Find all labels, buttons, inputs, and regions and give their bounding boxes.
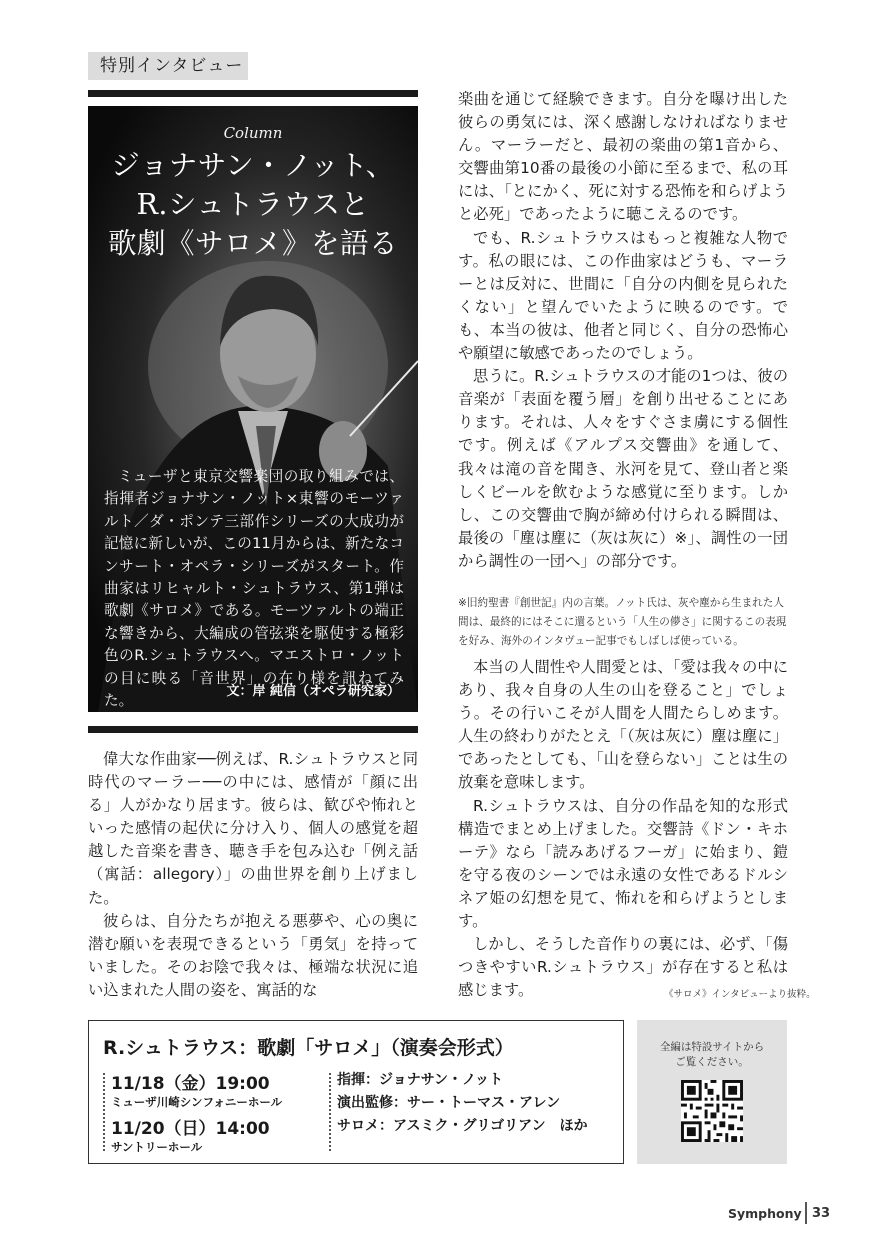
qr-code-icon[interactable] bbox=[681, 1080, 743, 1142]
credit-line: 指揮：ジョナサン・ノット bbox=[337, 1072, 504, 1088]
dotted-divider bbox=[329, 1073, 331, 1151]
paragraph: しかし、そうした音作りの裏には、必ず、「傷つきやすいR.シュトラウス」が存在すると私は感じます。 bbox=[458, 935, 788, 1000]
paragraph: 思うに。R.シュトラウスの才能の1つは、彼の音楽が「表面を覆う層」を創り出せることにあります。それは、人々をすぐさま虜にする個性です。例えば《アルプス交響曲》を通して、我々は滝の音を聞き、氷河を見て、登山者と楽しくビールを飲むような感覚に至ります。しかし、この交響曲で胸が締め付けられる瞬間は、最後の「塵は塵に（灰は灰に）※」、調性の一団から調性の一団へ」の部分です。 bbox=[458, 367, 788, 570]
feature-title-line: R.シュトラウスと bbox=[136, 188, 370, 221]
paragraph: 楽曲を通じて経験できます。自分を曝け出した彼らの勇気には、深く感謝しなければなりません。マーラーだと、最初の楽曲の第1音から、交響曲第10番の最後の小節に至るまで、私の耳には、「とにかく、死に対する恐怖を和らげようと必死」であったように聴こえるのです。 bbox=[458, 90, 788, 224]
right-column-bottom bbox=[458, 656, 788, 1002]
feature-panel bbox=[88, 106, 418, 712]
credits bbox=[337, 1069, 622, 1138]
page-number: 33 bbox=[812, 1206, 831, 1221]
credit-line: 演出監修：サー・トーマス・アレン bbox=[337, 1095, 561, 1111]
paragraph: 偉大な作曲家──例えば、R.シュトラウスと同時代のマーラー──の中には、感情が「顔に出る」人がかなり居ます。彼らは、歓びや怖れといった感情の起伏に分け入り、個人の感覚を超越した音楽を書き、聴き手を包み込む「例え話（寓話：allegory）」の曲世界を創り上げました。 bbox=[88, 750, 418, 907]
feature-title bbox=[88, 146, 418, 263]
paragraph: でも、R.シュトラウスはもっと複雑な人物です。私の眼には、この作曲家はどうも、マーラーとは反対に、世間に「自分の内側を見られたくない」と望んでいたように映るのです。でも、本当の彼は、他者と同じく、自分の恐怖心や願望に敏感であったのでしょう。 bbox=[458, 228, 788, 363]
footer-separator bbox=[805, 1202, 807, 1224]
paragraph: R.シュトラウスは、自分の作品を知的な形式構造でまとめ上げました。交響詩《ドン・キホーテ》なら「読みあげるフーガ」に始まり、鎧を守る夜のシーンでは永遠の女性であるドルシネア姫の幻想を見て、怖れを和らげようとします。 bbox=[458, 796, 788, 931]
feature-title-line: ジョナサン・ノット、 bbox=[111, 149, 395, 182]
column-label: Column bbox=[223, 124, 283, 142]
mid-rule bbox=[88, 726, 418, 733]
left-column bbox=[88, 748, 418, 1002]
qr-caption-line: ご覧ください。 bbox=[675, 1056, 749, 1068]
qr-caption bbox=[637, 1040, 787, 1070]
concert-title: R.シュトラウス：歌劇「サロメ」（演奏会形式） bbox=[103, 1037, 514, 1059]
magazine-name: Symphony bbox=[728, 1206, 802, 1221]
performance-date: 11/18（金）19:00 bbox=[111, 1074, 270, 1094]
concert-info-box bbox=[88, 1020, 624, 1164]
source-note: 《サロメ》インタビューより抜粋。 bbox=[664, 989, 816, 1000]
top-rule bbox=[88, 90, 418, 97]
byline: 文：岸 純信（オペラ研究家） bbox=[226, 684, 400, 699]
qr-caption-line: 全編は特設サイトから bbox=[659, 1041, 765, 1053]
qr-panel bbox=[637, 1020, 787, 1164]
paragraph: 彼らは、自分たちが抱える悪夢や、心の奥に潜む願いを表現できるという「勇気」を持っていました。そのお陰で我々は、極端な状況に追い込まれた人間の姿を、寓話的な bbox=[88, 911, 418, 999]
paragraph: 本当の人間性や人間愛とは、「愛は我々の中にあり、我々自身の人生の山を登ること」でしょう。その行いこそが人間を人間たらしめます。人生の終わりがたとえ「（灰は灰に）塵は塵に」であったとしても、「山を登らない」ことは生の放棄を意味します。 bbox=[458, 658, 788, 792]
feature-intro: ミューザと東京交響楽団の取り組みでは、指揮者ジョナサン・ノット×東響のモーツァルト／ダ・ポンテ三部作シリーズの大成功が記憶に新しいが、この11月からは、新たなコンサート・オペラ・シリーズがスタート。作曲家はリヒャルト・シュトラウス、第1弾は歌劇《サロメ》である。モーツァルトの端正な響きから、大編成の管弦楽を駆使する極彩色のR.シュトラウスへ。マエストロ・ノットの目に映る「音世界」の在り様を訊ねてみた。 bbox=[104, 468, 404, 710]
performance-date: 11/20（日）14:00 bbox=[111, 1119, 270, 1139]
feature-title-line: 歌劇《サロメ》を語る bbox=[107, 227, 398, 260]
performance-venue: ミューザ川崎シンフォニーホール bbox=[111, 1095, 283, 1109]
performance-venue: サントリーホール bbox=[111, 1140, 203, 1154]
credit-line: サロメ：アスミク・グリゴリアン ほか bbox=[337, 1118, 588, 1134]
performance-dates bbox=[111, 1069, 326, 1155]
footnote: ※旧約聖書『創世記』内の言葉。ノット氏は、灰や塵から生まれた人間は、最終的にはそこに還るという「人生の儚さ」に関するこの表現を好み、海外のインタヴュー記事でもしばしば使っている。 bbox=[458, 597, 787, 647]
section-tag: 特別インタビュー bbox=[88, 52, 248, 80]
dotted-divider bbox=[103, 1073, 105, 1151]
right-column-top bbox=[458, 88, 788, 573]
